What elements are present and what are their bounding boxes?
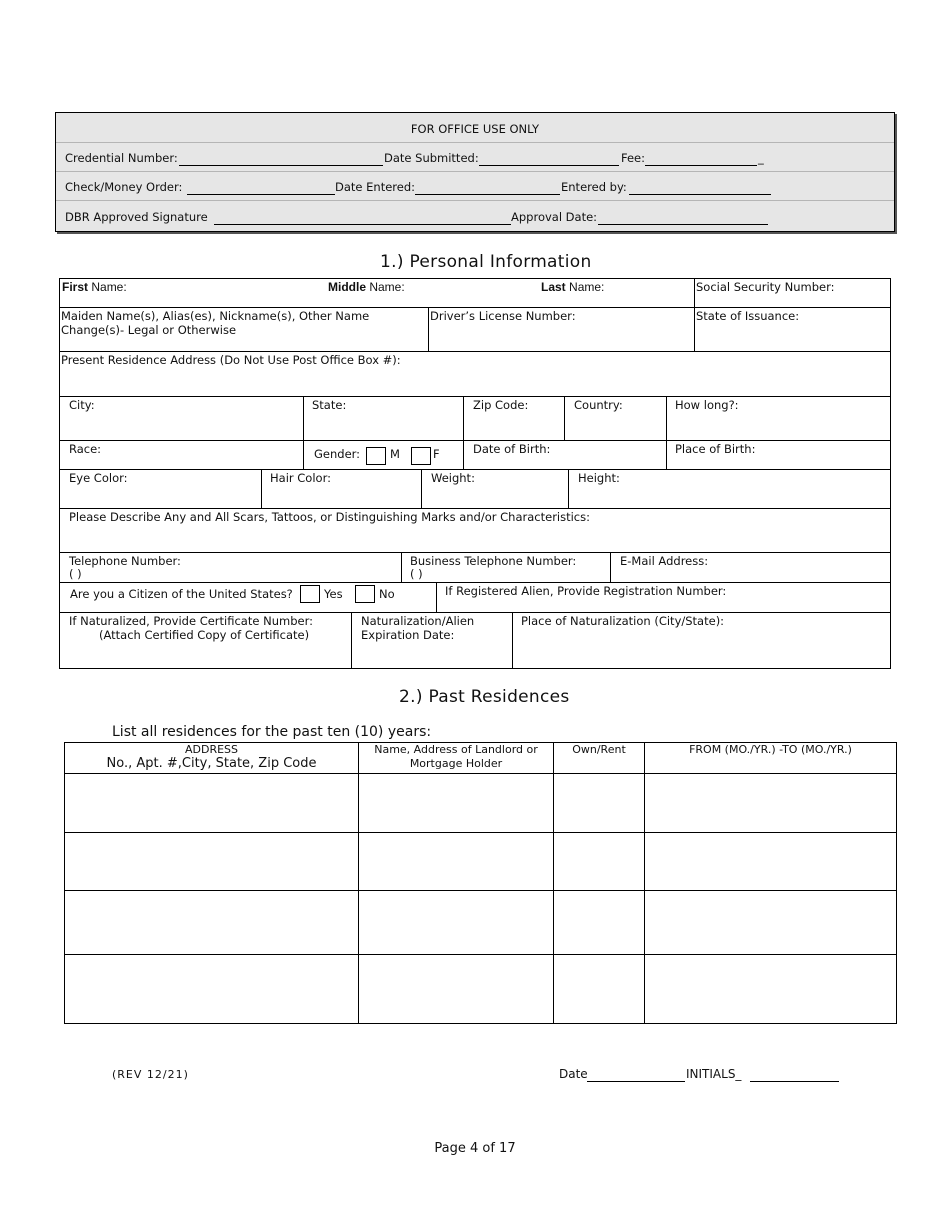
scars-label: Please Describe Any and All Scars, Tattoos, or Distinguishing Marks and/or Characteristics: xyxy=(69,510,590,524)
date-submitted-line[interactable] xyxy=(479,165,619,166)
state-issuance-cell[interactable] xyxy=(694,307,891,352)
state-issuance-label: State of Issuance: xyxy=(696,309,800,323)
gender-f-checkbox[interactable] xyxy=(411,447,431,465)
first-name-label: First Name: xyxy=(62,280,127,294)
residence-1-from-to[interactable] xyxy=(644,773,897,833)
nat-place-cell[interactable] xyxy=(512,612,891,669)
middle-name-label: Middle Name: xyxy=(328,280,405,294)
citizen-no-checkbox[interactable] xyxy=(355,585,375,603)
col-address-header-1: ADDRESS xyxy=(184,743,239,756)
naturalized-label-1: If Naturalized, Provide Certificate Number: xyxy=(69,614,313,628)
col-own-rent-header xyxy=(553,742,645,774)
residence-3-from-to[interactable] xyxy=(644,890,897,955)
naturalized-label-2: (Attach Certified Copy of Certificate) xyxy=(99,628,310,642)
col-from-to-header xyxy=(644,742,897,774)
section-1-title: 1.) Personal Information xyxy=(380,252,592,272)
residences-instruction: List all residences for the past ten (10) years: xyxy=(112,724,432,740)
footer-initials-label: INITIALS_ xyxy=(686,1067,742,1081)
how-long-cell[interactable] xyxy=(666,396,891,441)
business-phone-cell[interactable] xyxy=(401,552,611,583)
maiden-name-label-2: Change(s)- Legal or Otherwise xyxy=(61,323,237,337)
hair-color-label: Hair Color: xyxy=(270,471,331,485)
telephone-cell[interactable] xyxy=(59,552,402,583)
residence-3-address[interactable] xyxy=(64,890,359,955)
weight-label: Weight: xyxy=(431,471,475,485)
dbr-signature-label: DBR Approved Signature xyxy=(65,210,208,224)
fee-line[interactable] xyxy=(645,165,757,166)
gender-cell xyxy=(303,440,464,470)
residence-1-own-rent[interactable] xyxy=(553,773,645,833)
email-label: E-Mail Address: xyxy=(620,554,709,568)
pob-cell[interactable] xyxy=(666,440,891,470)
fee-tail: _ xyxy=(758,151,764,165)
scars-cell[interactable] xyxy=(59,508,891,553)
nat-expiration-cell[interactable] xyxy=(351,612,513,669)
business-phone-label: Business Telephone Number: xyxy=(410,554,577,568)
name-cell[interactable] xyxy=(59,278,695,308)
height-cell[interactable] xyxy=(568,469,891,509)
state-cell[interactable] xyxy=(303,396,464,441)
how-long-label: How long?: xyxy=(675,398,739,412)
residence-4-from-to[interactable] xyxy=(644,954,897,1024)
check-label: Check/Money Order: xyxy=(65,180,183,194)
ssn-label: Social Security Number: xyxy=(696,280,835,294)
weight-cell[interactable] xyxy=(421,469,569,509)
address-cell[interactable] xyxy=(59,351,891,397)
office-row-2 xyxy=(56,171,894,201)
office-row-1 xyxy=(56,142,894,172)
residence-2-address[interactable] xyxy=(64,832,359,891)
entered-by-line[interactable] xyxy=(629,194,771,195)
residence-4-own-rent[interactable] xyxy=(553,954,645,1024)
revision-label: (REV 12/21) xyxy=(112,1068,189,1081)
ssn-cell[interactable] xyxy=(694,278,891,308)
maiden-name-cell[interactable] xyxy=(59,307,429,352)
address-label: Present Residence Address (Do Not Use Post Office Box #): xyxy=(61,353,401,367)
entered-by-label: Entered by: xyxy=(561,180,627,194)
drivers-license-label: Driver’s License Number: xyxy=(430,309,576,323)
citizen-label: Are you a Citizen of the United States? xyxy=(70,587,293,601)
maiden-name-label-1: Maiden Name(s), Alias(es), Nickname(s), Other Name xyxy=(61,309,370,323)
citizen-yes-checkbox[interactable] xyxy=(300,585,320,603)
last-name-label: Last Name: xyxy=(541,280,605,294)
date-submitted-label: Date Submitted: xyxy=(384,151,479,165)
section-2-title: 2.) Past Residences xyxy=(399,687,570,707)
credential-label: Credential Number: xyxy=(65,151,178,165)
gender-f-label: F xyxy=(433,447,440,461)
check-line[interactable] xyxy=(187,194,335,195)
gender-m-checkbox[interactable] xyxy=(366,447,386,465)
col-landlord-header-1: Name, Address of Landlord or xyxy=(374,743,538,756)
residence-4-landlord[interactable] xyxy=(358,954,554,1024)
nat-place-label: Place of Naturalization (City/State): xyxy=(521,614,725,628)
eye-color-cell[interactable] xyxy=(59,469,262,509)
city-label: City: xyxy=(69,398,95,412)
approval-date-line[interactable] xyxy=(598,224,768,225)
office-use-title: FOR OFFICE USE ONLY xyxy=(410,122,540,136)
country-cell[interactable] xyxy=(564,396,667,441)
residence-1-address[interactable] xyxy=(64,773,359,833)
credential-line[interactable] xyxy=(179,165,383,166)
residence-3-own-rent[interactable] xyxy=(553,890,645,955)
fee-label: Fee: xyxy=(621,151,646,165)
race-cell[interactable] xyxy=(59,440,304,470)
email-cell[interactable] xyxy=(610,552,891,583)
citizen-yes-label: Yes xyxy=(324,587,343,601)
zip-label: Zip Code: xyxy=(473,398,529,412)
country-label: Country: xyxy=(574,398,623,412)
col-address-header xyxy=(64,742,359,774)
office-row-3 xyxy=(56,200,894,231)
hair-color-cell[interactable] xyxy=(261,469,422,509)
eye-color-label: Eye Color: xyxy=(69,471,128,485)
date-entered-line[interactable] xyxy=(415,194,560,195)
office-use-box xyxy=(55,112,895,232)
col-from-to-header-text: FROM (MO./YR.) -TO (MO./YR.) xyxy=(689,743,852,756)
residence-3-landlord[interactable] xyxy=(358,890,554,955)
date-entered-label: Date Entered: xyxy=(335,180,416,194)
dob-cell[interactable] xyxy=(463,440,667,470)
col-landlord-header xyxy=(358,742,554,774)
drivers-license-cell[interactable] xyxy=(428,307,695,352)
height-label: Height: xyxy=(578,471,620,485)
dbr-signature-line[interactable] xyxy=(214,224,511,225)
citizen-cell xyxy=(59,582,437,613)
race-label: Race: xyxy=(69,442,102,456)
naturalized-cell[interactable] xyxy=(59,612,352,669)
residence-4-address[interactable] xyxy=(64,954,359,1024)
residence-1-landlord[interactable] xyxy=(358,773,554,833)
city-cell[interactable] xyxy=(59,396,304,441)
footer-date-line[interactable] xyxy=(587,1081,685,1082)
col-landlord-header-2: Mortgage Holder xyxy=(409,757,503,770)
alien-cell[interactable] xyxy=(436,582,891,613)
telephone-label: Telephone Number: xyxy=(69,554,181,568)
page-number: Page 4 of 17 xyxy=(434,1141,516,1156)
citizen-no-label: No xyxy=(379,587,395,601)
telephone-paren: ( ) xyxy=(69,567,82,581)
col-address-header-2: No., Apt. #,City, State, Zip Code xyxy=(106,756,317,771)
business-phone-paren: ( ) xyxy=(410,567,423,581)
residence-2-from-to[interactable] xyxy=(644,832,897,891)
gender-m-label: M xyxy=(390,447,400,461)
nat-expiration-label-2: Expiration Date: xyxy=(361,628,455,642)
zip-cell[interactable] xyxy=(463,396,565,441)
footer-initials-line[interactable] xyxy=(750,1081,839,1082)
dob-label: Date of Birth: xyxy=(473,442,551,456)
residence-2-own-rent[interactable] xyxy=(553,832,645,891)
footer-date-label: Date xyxy=(559,1067,588,1081)
nat-expiration-label-1: Naturalization/Alien xyxy=(361,614,475,628)
alien-label: If Registered Alien, Provide Registration Number: xyxy=(445,584,727,598)
state-label: State: xyxy=(312,398,347,412)
col-own-rent-header-text: Own/Rent xyxy=(572,743,626,756)
pob-label: Place of Birth: xyxy=(675,442,756,456)
approval-date-label: Approval Date: xyxy=(511,210,598,224)
residence-2-landlord[interactable] xyxy=(358,832,554,891)
gender-label: Gender: xyxy=(314,447,361,461)
